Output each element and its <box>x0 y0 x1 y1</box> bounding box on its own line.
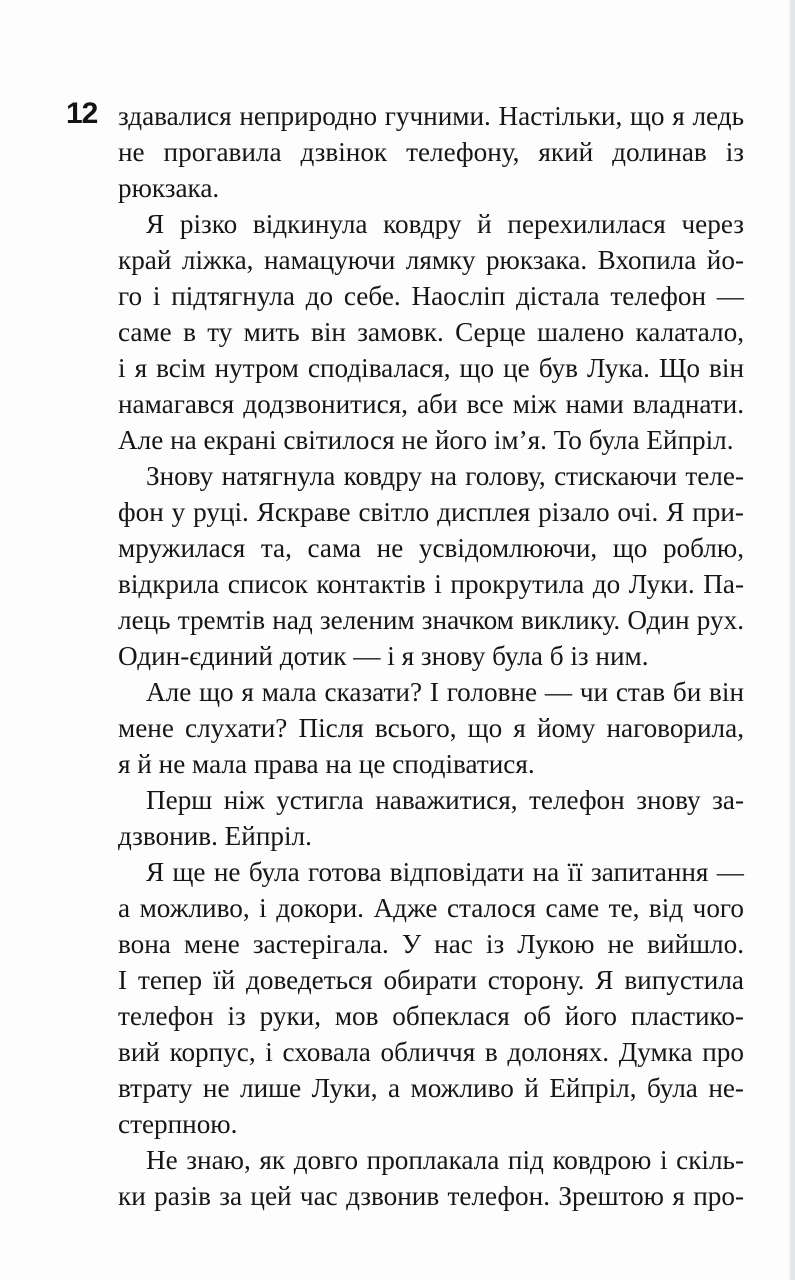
text-line: Перш ніж устигла наважитися, телефон знову за- <box>146 785 744 815</box>
text-line: Я різко відкинула ковдру й перехилилася через <box>146 209 744 239</box>
text-line: ки разів за цей час дзвонив телефон. Зрештою я про- <box>118 1181 744 1211</box>
text-line: го і підтягнула до себе. Наосліп дістала телефон — <box>118 281 744 311</box>
page-edge <box>791 0 795 1280</box>
text-line: і я всім нутром сподівалася, що це був Лука. Що він <box>118 353 744 383</box>
text-line: Але на екрані світилося не його ім’я. То була Ейпріл. <box>118 425 734 455</box>
text-line: дзвонив. Ейпріл. <box>118 821 312 851</box>
text-line: телефон із руки, мов обпеклася об його пластико- <box>118 1001 744 1031</box>
text-line: стерпною. <box>118 1109 238 1139</box>
text-line: лець тремтів над зеленим значком виклику. Один рух. <box>118 605 744 635</box>
page-number: 12 <box>66 97 98 130</box>
text-line: рюкзака. <box>118 173 220 203</box>
text-line: мене слухати? Після всього, що я йому наговорила, <box>118 713 744 743</box>
text-line: вона мене застерігала. У нас із Лукою не вийшло. <box>118 929 744 959</box>
text-line: мружилася та, сама не усвідомлюючи, що роблю, <box>118 533 744 563</box>
text-line: фон у руці. Яскраве світло дисплея різало очі. Я при- <box>118 497 744 527</box>
text-line: не прогавила дзвінок телефону, який долинав із <box>118 137 744 167</box>
text-line: а можливо, і докори. Адже сталося саме те, від чого <box>118 893 744 923</box>
text-line: Я ще не була готова відповідати на її запитання — <box>146 857 744 887</box>
text-line: відкрила список контактів і прокрутила до Луки. Па- <box>118 569 744 599</box>
text-line: Не знаю, як довго проплакала під ковдрою і скіль- <box>146 1145 744 1175</box>
text-line: саме в ту мить він замовк. Серце шалено калатало, <box>118 317 744 347</box>
text-line: І тепер їй доведеться обирати сторону. Я випустила <box>118 965 744 995</box>
text-line: намагався додзвонитися, аби все між нами владнати. <box>118 389 744 419</box>
text-line: я й не мала права на це сподіватися. <box>118 749 535 779</box>
text-line: втрату не лише Луки, а можливо й Ейпріл, була не- <box>118 1073 744 1103</box>
text-line: Але що я мала сказати? І головне — чи став би він <box>146 677 744 707</box>
text-line: вий корпус, і сховала обличчя в долонях. Думка про <box>118 1037 744 1067</box>
text-line: здавалися неприродно гучними. Настільки, що я ледь <box>118 101 744 131</box>
text-line: Один-єдиний дотик — і я знову була б із ним. <box>118 641 649 671</box>
text-line: край ліжка, намацуючи лямку рюкзака. Вхопила йо- <box>118 245 744 275</box>
text-line: Знову натягнула ковдру на голову, стискаючи теле- <box>146 461 744 491</box>
body-text <box>118 98 744 1214</box>
